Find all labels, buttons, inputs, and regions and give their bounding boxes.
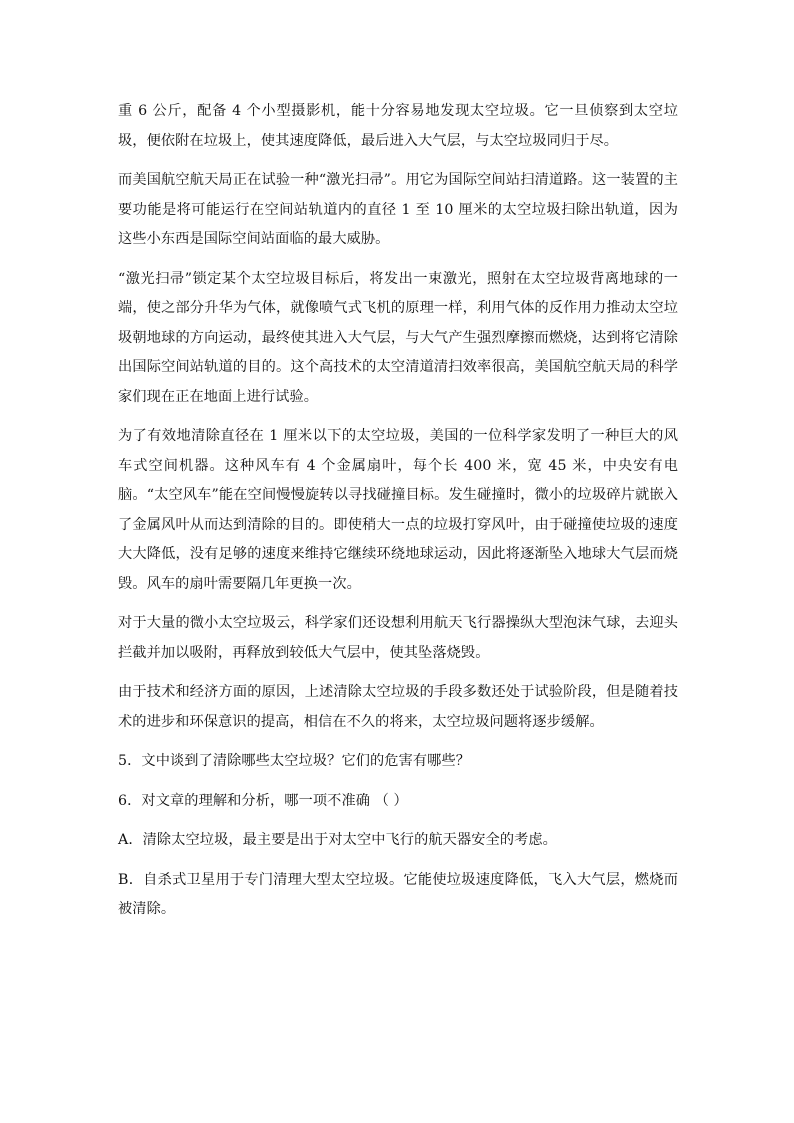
paragraph-space-windmill: 为了有效地清除直径在 1 厘米以下的太空垃圾，美国的一位科学家发明了一种巨大的风车式空间机器。这种风车有 4 个金属扇叶，每个长 400 米，宽 45 米，中央安有电脑。“太空风车”能在空间慢慢旋转以寻找碰撞目标。发生碰撞时，微小的垃圾碎片就嵌入了金属风叶从而达到清除的目的。即使稍大一点的垃圾打穿风叶，由于碰撞使垃圾的速度大大降低，没有足够的速度来维持它继续环绕地球运动，因此将逐渐坠入地球大气层而烧毁。风车的扇叶需要隔几年更换一次。: [118, 428, 678, 592]
paragraph-conclusion: 由于技术和经济方面的原因，上述清除太空垃圾的手段多数还处于试验阶段，但是随着技术的进步和环保意识的提高，相信在不久的将来，太空垃圾问题将逐步缓解。: [118, 684, 678, 730]
option-b: B．自杀式卫星用于专门清理大型太空垃圾。它能使垃圾速度降低，飞入大气层，燃烧而被清除。: [118, 871, 678, 917]
question-6: 6．对文章的理解和分析，哪一项不准确 （ ）: [118, 792, 408, 809]
paragraph-laser-broom-intro: 而美国航空航天局正在试验一种“激光扫帚”。用它为国际空间站扫清道路。这一装置的主要功能是将可能运行在空间站轨道内的直径 1 至 10 厘米的太空垃圾扫除出轨道，因为这些小东西是国际空间站面临的最大威胁。: [118, 172, 678, 247]
paragraph-laser-broom-mechanism: “激光扫帚”锁定某个太空垃圾目标后，将发出一束激光，照射在太空垃圾背离地球的一端，使之部分升华为气体，就像喷气式飞机的原理一样，利用气体的反作用力推动太空垃圾朝地球的方向运动，最终使其进入大气层，与大气产生强烈摩擦而燃烧，达到将它清除出国际空间站轨道的目的。这个高技术的太空清道清扫效率很高，美国航空航天局的科学家们现在正在地面上进行试验。: [118, 270, 678, 405]
paragraph-foam-balloon: 对于大量的微小太空垃圾云，科学家们还设想利用航天飞行器操纵大型泡沫气球，去迎头拦截并加以吸附，再释放到较低大气层中，使其坠落烧毁。: [118, 615, 678, 661]
document-page: [118, 97, 678, 925]
paragraph-suicide-satellite: 重 6 公斤，配备 4 个小型摄影机，能十分容易地发现太空垃圾。它一旦侦察到太空垃圾，便依附在垃圾上，使其速度降低，最后进入大气层，与太空垃圾同归于尽。: [118, 103, 678, 149]
question-5: 5．文中谈到了清除哪些太空垃圾？它们的危害有哪些？: [118, 753, 471, 769]
option-a: A．清除太空垃圾，最主要是出于对太空中飞行的航天器安全的考虑。: [118, 832, 557, 848]
